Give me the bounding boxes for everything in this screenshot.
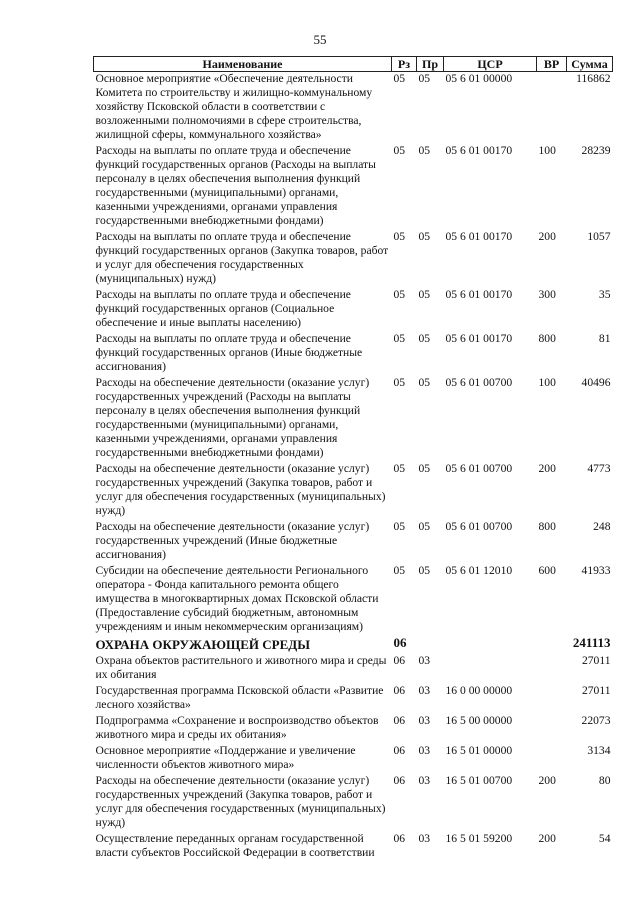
cell-rz: 05 <box>393 332 406 345</box>
cell-vr <box>537 654 567 684</box>
cell-vr: 800 <box>538 520 556 533</box>
cell-csr: 16 5 00 00000 <box>445 714 513 727</box>
cell-vr <box>537 72 567 145</box>
cell-sum: 3134 <box>587 744 611 757</box>
cell-sum: 248 <box>593 520 611 533</box>
cell-pr: 05 <box>418 288 431 301</box>
cell-vr: 200 <box>538 462 556 475</box>
cell-name: Подпрограмма «Сохранение и воспроизводство объектов животного мира и среды их обитания» <box>95 714 379 741</box>
cell-rz: 05 <box>393 564 406 577</box>
table-row <box>94 654 613 684</box>
cell-pr: 03 <box>418 774 431 787</box>
header-csr: ЦСР <box>444 57 537 72</box>
cell-pr: 05 <box>418 144 431 157</box>
cell-sum: 80 <box>598 774 611 787</box>
cell-name: Осуществление переданных органам государственной власти субъектов Российской Федерации в соответствии <box>95 832 375 859</box>
cell-rz: 06 <box>393 774 406 787</box>
cell-vr <box>537 714 567 744</box>
cell-name: Расходы на выплаты по оплате труда и обеспечение функций государственных органов (Социальное обеспечение и иные выплаты населению) <box>95 288 351 329</box>
cell-pr <box>417 636 444 654</box>
cell-csr: 05 6 01 00170 <box>445 144 513 157</box>
table-row <box>94 744 613 774</box>
cell-rz: 06 <box>393 714 406 727</box>
cell-name: Расходы на обеспечение деятельности (оказание услуг) государственных учреждений (Закупка товаров, работ и услуг для обеспечения государственных (муниципальных) нужд) <box>95 462 386 517</box>
cell-csr: 16 5 01 00000 <box>445 744 513 757</box>
cell-name: Расходы на выплаты по оплате труда и обеспечение функций государственных органов (Расходы на выплаты персоналу в целях обеспечения выполнения функций государственными (муниципальными) органами, казенными учреждениями, органами управления государственными внебюджетными фондами) <box>95 144 376 227</box>
cell-sum: 4773 <box>587 462 611 475</box>
table-row <box>94 376 613 462</box>
cell-sum: 22073 <box>581 714 611 727</box>
table-row <box>94 774 613 832</box>
cell-rz: 06 <box>393 654 406 667</box>
cell-name: Расходы на обеспечение деятельности (оказание услуг) государственных учреждений (Закупка товаров, работ и услуг для обеспечения государственных (муниципальных) нужд) <box>95 774 386 829</box>
cell-name: Основное мероприятие «Поддержание и увеличение численности объектов животного мира» <box>95 744 356 771</box>
table-row <box>94 684 613 714</box>
cell-csr: 16 5 01 59200 <box>445 832 513 845</box>
cell-sum: 27011 <box>581 684 611 697</box>
cell-name: Основное мероприятие «Обеспечение деятельности Комитета по строительству и жилищно-коммунальному хозяйству Псковской области в соответствии с возложенными полномочиями в сфере строительства, жилищной сферы, коммунального хозяйства» <box>95 72 373 141</box>
cell-pr: 05 <box>418 462 431 475</box>
cell-name: Государственная программа Псковской области «Развитие лесного хозяйства» <box>95 684 384 711</box>
cell-csr: 05 6 01 00700 <box>445 376 513 389</box>
cell-csr <box>444 654 537 684</box>
cell-vr: 100 <box>538 376 556 389</box>
cell-rz: 06 <box>393 684 406 697</box>
cell-pr: 03 <box>418 684 431 697</box>
cell-csr: 05 6 01 00170 <box>445 230 513 243</box>
cell-csr: 16 0 00 00000 <box>445 684 513 697</box>
cell-sum: 41933 <box>581 564 611 577</box>
cell-pr: 05 <box>418 376 431 389</box>
cell-rz: 06 <box>393 744 406 757</box>
cell-name: Расходы на обеспечение деятельности (оказание услуг) государственных учреждений (Иные бюджетные ассигнования) <box>95 520 370 561</box>
cell-pr: 05 <box>418 564 431 577</box>
cell-sum: 81 <box>598 332 611 345</box>
cell-vr: 600 <box>538 564 556 577</box>
table-row <box>94 520 613 564</box>
cell-csr <box>444 636 537 654</box>
cell-vr: 800 <box>538 332 556 345</box>
cell-pr: 05 <box>418 520 431 533</box>
budget-table <box>93 56 613 862</box>
cell-rz: 05 <box>393 72 406 85</box>
cell-vr: 200 <box>538 230 556 243</box>
cell-rz: 05 <box>393 462 406 475</box>
cell-sum: 241113 <box>572 635 611 650</box>
cell-csr: 05 6 01 00000 <box>445 72 513 85</box>
cell-rz: 05 <box>393 520 406 533</box>
cell-pr: 05 <box>418 332 431 345</box>
header-name: Наименование <box>94 57 392 72</box>
cell-pr: 05 <box>418 230 431 243</box>
cell-csr: 05 6 01 00170 <box>445 332 513 345</box>
cell-name: ОХРАНА ОКРУЖАЮЩЕЙ СРЕДЫ <box>95 637 310 652</box>
cell-rz: 05 <box>393 144 406 157</box>
cell-pr: 03 <box>418 714 431 727</box>
cell-vr: 200 <box>538 774 556 787</box>
cell-pr: 03 <box>418 744 431 757</box>
cell-csr: 05 6 01 12010 <box>445 564 513 577</box>
cell-sum: 27011 <box>581 654 611 667</box>
table-row <box>94 332 613 376</box>
cell-csr: 16 5 01 00700 <box>445 774 513 787</box>
cell-name: Расходы на выплаты по оплате труда и обеспечение функций государственных органов (Иные бюджетные ассигнования) <box>95 332 363 373</box>
header-vr: ВР <box>537 57 567 72</box>
table-row <box>94 288 613 332</box>
cell-sum: 116862 <box>576 72 611 85</box>
page-number: 55 <box>313 32 327 47</box>
cell-sum: 28239 <box>581 144 611 157</box>
cell-rz: 05 <box>393 288 406 301</box>
cell-sum: 1057 <box>587 230 611 243</box>
cell-sum: 35 <box>598 288 611 301</box>
cell-rz: 06 <box>393 832 406 845</box>
cell-name: Субсидии на обеспечение деятельности Регионального оператора - Фонда капитального ремонта общего имущества в многоквартирных домах Псковской области (Предоставление субсидий бюджетным, автономным учреждениям и иным некоммерческим организациям) <box>95 564 379 633</box>
cell-name: Охрана объектов растительного и животного мира и среды их обитания <box>95 654 387 681</box>
cell-csr: 05 6 01 00700 <box>445 520 513 533</box>
table-row <box>94 230 613 288</box>
header-rz: Рз <box>392 57 417 72</box>
cell-csr: 05 6 01 00700 <box>445 462 513 475</box>
cell-vr: 300 <box>538 288 556 301</box>
table-row <box>94 714 613 744</box>
cell-pr: 05 <box>418 72 431 85</box>
table-row <box>94 72 613 145</box>
table-row <box>94 144 613 230</box>
cell-rz: 06 <box>393 635 407 650</box>
cell-csr: 05 6 01 00170 <box>445 288 513 301</box>
cell-vr <box>537 636 567 654</box>
cell-pr: 03 <box>418 832 431 845</box>
cell-name: Расходы на выплаты по оплате труда и обеспечение функций государственных органов (Закупка товаров, работ и услуг для обеспечения государственных (муниципальных) нужд) <box>95 230 389 285</box>
cell-vr <box>537 684 567 714</box>
table-row <box>94 564 613 636</box>
cell-rz: 05 <box>393 230 406 243</box>
cell-sum: 54 <box>598 832 611 845</box>
table-row <box>94 832 613 862</box>
cell-sum: 40496 <box>581 376 611 389</box>
header-pr: Пр <box>417 57 444 72</box>
table-header-row <box>94 57 613 72</box>
cell-pr: 03 <box>418 654 431 667</box>
cell-vr <box>537 744 567 774</box>
cell-vr: 100 <box>538 144 556 157</box>
cell-vr: 200 <box>538 832 556 845</box>
header-sum: Сумма <box>567 57 613 72</box>
cell-name: Расходы на обеспечение деятельности (оказание услуг) государственных учреждений (Расходы на выплаты персоналу в целях обеспечения выполнения функций государственными (муниципальными) органами, казенными учреждениями, органами управления государственными внебюджетными фондами) <box>95 376 370 459</box>
section-row <box>94 636 613 654</box>
cell-rz: 05 <box>393 376 406 389</box>
table-row <box>94 462 613 520</box>
